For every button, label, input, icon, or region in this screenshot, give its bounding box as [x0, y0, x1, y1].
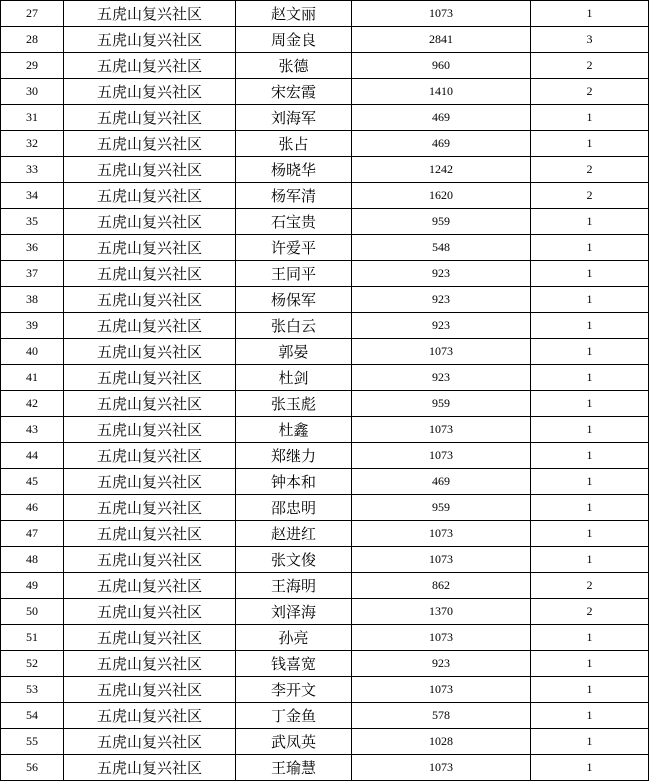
count-cell: 1	[531, 677, 649, 703]
row-number-cell: 43	[1, 417, 64, 443]
row-number-cell: 50	[1, 599, 64, 625]
person-name-cell: 杜鑫	[236, 417, 352, 443]
count-cell: 2	[531, 183, 649, 209]
row-number-cell: 28	[1, 27, 64, 53]
person-name-cell: 郭晏	[236, 339, 352, 365]
amount-cell: 469	[352, 131, 531, 157]
table-row	[1, 547, 649, 573]
amount-cell: 2841	[352, 27, 531, 53]
count-cell: 1	[531, 131, 649, 157]
community-cell: 五虎山复兴社区	[64, 729, 236, 755]
row-number-cell: 47	[1, 521, 64, 547]
count-cell: 1	[531, 313, 649, 339]
count-cell: 2	[531, 573, 649, 599]
row-number-cell: 40	[1, 339, 64, 365]
person-name-cell: 王海明	[236, 573, 352, 599]
amount-cell: 1073	[352, 547, 531, 573]
row-number-cell: 39	[1, 313, 64, 339]
row-number-cell: 53	[1, 677, 64, 703]
person-name-cell: 杨晓华	[236, 157, 352, 183]
amount-cell: 1073	[352, 417, 531, 443]
table-row	[1, 131, 649, 157]
count-cell: 1	[531, 209, 649, 235]
amount-cell: 1073	[352, 443, 531, 469]
count-cell: 1	[531, 287, 649, 313]
person-name-cell: 刘海军	[236, 105, 352, 131]
amount-cell: 923	[352, 287, 531, 313]
count-cell: 1	[531, 105, 649, 131]
community-cell: 五虎山复兴社区	[64, 1, 236, 27]
count-cell: 1	[531, 495, 649, 521]
row-number-cell: 33	[1, 157, 64, 183]
count-cell: 1	[531, 417, 649, 443]
count-cell: 1	[531, 703, 649, 729]
row-number-cell: 54	[1, 703, 64, 729]
table-row	[1, 79, 649, 105]
table-row	[1, 417, 649, 443]
person-name-cell: 周金良	[236, 27, 352, 53]
table-row	[1, 651, 649, 677]
community-cell: 五虎山复兴社区	[64, 131, 236, 157]
table-row	[1, 339, 649, 365]
row-number-cell: 27	[1, 1, 64, 27]
row-number-cell: 46	[1, 495, 64, 521]
count-cell: 1	[531, 729, 649, 755]
community-cell: 五虎山复兴社区	[64, 755, 236, 781]
community-cell: 五虎山复兴社区	[64, 339, 236, 365]
amount-cell: 959	[352, 391, 531, 417]
community-cell: 五虎山复兴社区	[64, 677, 236, 703]
person-name-cell: 钟本和	[236, 469, 352, 495]
count-cell: 2	[531, 53, 649, 79]
amount-cell: 469	[352, 469, 531, 495]
row-number-cell: 30	[1, 79, 64, 105]
table-row	[1, 313, 649, 339]
row-number-cell: 35	[1, 209, 64, 235]
amount-cell: 548	[352, 235, 531, 261]
table-row	[1, 625, 649, 651]
person-name-cell: 孙亮	[236, 625, 352, 651]
table-row	[1, 495, 649, 521]
table-row	[1, 235, 649, 261]
table-body	[1, 1, 649, 781]
table-row	[1, 53, 649, 79]
row-number-cell: 32	[1, 131, 64, 157]
person-name-cell: 李开文	[236, 677, 352, 703]
community-cell: 五虎山复兴社区	[64, 313, 236, 339]
count-cell: 2	[531, 599, 649, 625]
person-name-cell: 王瑜慧	[236, 755, 352, 781]
row-number-cell: 52	[1, 651, 64, 677]
community-cell: 五虎山复兴社区	[64, 391, 236, 417]
table-row	[1, 677, 649, 703]
table-row	[1, 391, 649, 417]
table-row	[1, 729, 649, 755]
count-cell: 1	[531, 625, 649, 651]
amount-cell: 578	[352, 703, 531, 729]
table-row	[1, 27, 649, 53]
count-cell: 1	[531, 235, 649, 261]
amount-cell: 1073	[352, 677, 531, 703]
person-name-cell: 张玉彪	[236, 391, 352, 417]
community-cell: 五虎山复兴社区	[64, 287, 236, 313]
person-name-cell: 许爱平	[236, 235, 352, 261]
count-cell: 2	[531, 79, 649, 105]
person-name-cell: 张占	[236, 131, 352, 157]
table-row	[1, 599, 649, 625]
row-number-cell: 42	[1, 391, 64, 417]
row-number-cell: 55	[1, 729, 64, 755]
community-cell: 五虎山复兴社区	[64, 573, 236, 599]
amount-cell: 959	[352, 495, 531, 521]
amount-cell: 1073	[352, 625, 531, 651]
amount-cell: 960	[352, 53, 531, 79]
amount-cell: 469	[352, 105, 531, 131]
person-name-cell: 赵进红	[236, 521, 352, 547]
community-cell: 五虎山复兴社区	[64, 157, 236, 183]
amount-cell: 1370	[352, 599, 531, 625]
community-cell: 五虎山复兴社区	[64, 365, 236, 391]
amount-cell: 959	[352, 209, 531, 235]
row-number-cell: 37	[1, 261, 64, 287]
count-cell: 1	[531, 1, 649, 27]
person-name-cell: 丁金鱼	[236, 703, 352, 729]
amount-cell: 923	[352, 313, 531, 339]
community-cell: 五虎山复兴社区	[64, 417, 236, 443]
person-name-cell: 武凤英	[236, 729, 352, 755]
row-number-cell: 48	[1, 547, 64, 573]
row-number-cell: 51	[1, 625, 64, 651]
amount-cell: 1073	[352, 521, 531, 547]
table-row	[1, 573, 649, 599]
count-cell: 1	[531, 521, 649, 547]
community-cell: 五虎山复兴社区	[64, 651, 236, 677]
person-name-cell: 王同平	[236, 261, 352, 287]
count-cell: 1	[531, 469, 649, 495]
person-name-cell: 赵文丽	[236, 1, 352, 27]
amount-cell: 1028	[352, 729, 531, 755]
amount-cell: 1410	[352, 79, 531, 105]
community-cell: 五虎山复兴社区	[64, 703, 236, 729]
person-name-cell: 张白云	[236, 313, 352, 339]
amount-cell: 1073	[352, 755, 531, 781]
amount-cell: 862	[352, 573, 531, 599]
community-cell: 五虎山复兴社区	[64, 625, 236, 651]
count-cell: 1	[531, 391, 649, 417]
community-cell: 五虎山复兴社区	[64, 79, 236, 105]
table-row	[1, 105, 649, 131]
table-row	[1, 365, 649, 391]
count-cell: 1	[531, 547, 649, 573]
amount-cell: 1073	[352, 339, 531, 365]
person-name-cell: 刘泽海	[236, 599, 352, 625]
community-cell: 五虎山复兴社区	[64, 235, 236, 261]
person-name-cell: 宋宏霞	[236, 79, 352, 105]
community-cell: 五虎山复兴社区	[64, 183, 236, 209]
community-cell: 五虎山复兴社区	[64, 521, 236, 547]
person-name-cell: 杜剑	[236, 365, 352, 391]
person-name-cell: 杨保军	[236, 287, 352, 313]
table-row	[1, 703, 649, 729]
amount-cell: 923	[352, 261, 531, 287]
community-cell: 五虎山复兴社区	[64, 53, 236, 79]
table-row	[1, 209, 649, 235]
amount-cell: 1073	[352, 1, 531, 27]
community-cell: 五虎山复兴社区	[64, 27, 236, 53]
person-name-cell: 郑继力	[236, 443, 352, 469]
person-name-cell: 张德	[236, 53, 352, 79]
table-row	[1, 443, 649, 469]
table-row	[1, 1, 649, 27]
table-row	[1, 521, 649, 547]
count-cell: 1	[531, 651, 649, 677]
community-cell: 五虎山复兴社区	[64, 105, 236, 131]
count-cell: 1	[531, 443, 649, 469]
row-number-cell: 49	[1, 573, 64, 599]
person-name-cell: 杨军清	[236, 183, 352, 209]
person-name-cell: 张文俊	[236, 547, 352, 573]
community-cell: 五虎山复兴社区	[64, 209, 236, 235]
community-cell: 五虎山复兴社区	[64, 469, 236, 495]
count-cell: 2	[531, 157, 649, 183]
person-name-cell: 石宝贵	[236, 209, 352, 235]
amount-cell: 1242	[352, 157, 531, 183]
row-number-cell: 41	[1, 365, 64, 391]
row-number-cell: 44	[1, 443, 64, 469]
row-number-cell: 36	[1, 235, 64, 261]
table-row	[1, 755, 649, 781]
community-cell: 五虎山复兴社区	[64, 599, 236, 625]
community-cell: 五虎山复兴社区	[64, 495, 236, 521]
amount-cell: 923	[352, 365, 531, 391]
community-cell: 五虎山复兴社区	[64, 547, 236, 573]
table-row	[1, 183, 649, 209]
community-cell: 五虎山复兴社区	[64, 261, 236, 287]
table-row	[1, 469, 649, 495]
count-cell: 3	[531, 27, 649, 53]
row-number-cell: 56	[1, 755, 64, 781]
count-cell: 1	[531, 365, 649, 391]
amount-cell: 923	[352, 651, 531, 677]
table-row	[1, 261, 649, 287]
table-row	[1, 157, 649, 183]
row-number-cell: 34	[1, 183, 64, 209]
row-number-cell: 29	[1, 53, 64, 79]
table-row	[1, 287, 649, 313]
person-name-cell: 邵忠明	[236, 495, 352, 521]
count-cell: 1	[531, 339, 649, 365]
row-number-cell: 31	[1, 105, 64, 131]
person-name-cell: 钱喜宽	[236, 651, 352, 677]
count-cell: 1	[531, 755, 649, 781]
community-cell: 五虎山复兴社区	[64, 443, 236, 469]
count-cell: 1	[531, 261, 649, 287]
amount-cell: 1620	[352, 183, 531, 209]
row-number-cell: 38	[1, 287, 64, 313]
row-number-cell: 45	[1, 469, 64, 495]
